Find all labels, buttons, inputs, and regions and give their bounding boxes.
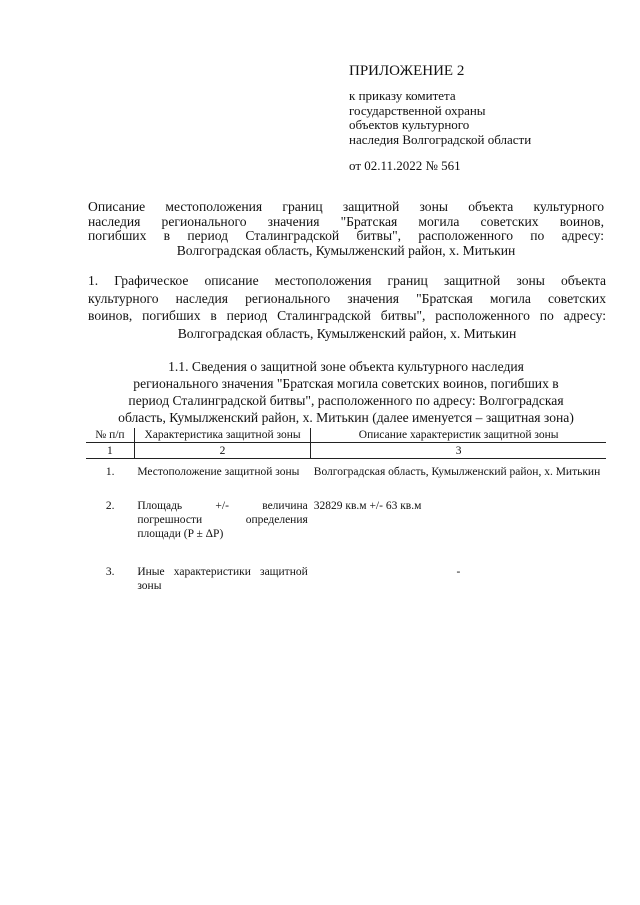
header-cell-number: № п/п	[86, 428, 134, 443]
annex-line: к приказу комитета	[349, 88, 456, 103]
protection-zone-table	[86, 428, 606, 593]
table-row	[86, 541, 606, 593]
annex-line: государственной охраны	[349, 102, 486, 118]
column-number: 2	[134, 443, 310, 459]
annex-line: объектов культурного	[349, 117, 470, 132]
row-characteristic	[134, 479, 310, 541]
subsection-line: область, Кумылженский район, х. Митькин (далее именуется – защитная зона)	[118, 410, 574, 425]
table-column-numbers-row	[86, 443, 606, 459]
row-characteristic-text: Иные характеристики защитной зоны	[137, 566, 308, 592]
section-line: воинов, погибших в период Сталинградской битвы", расположенного по адресу:	[88, 308, 606, 323]
section-line: 1. Графическое описание местоположения границ защитной зоны объекта	[88, 273, 606, 288]
subsection-1-1-title	[86, 358, 606, 426]
section-line: Волгоградская область, Кумылженский район, х. Митькин	[177, 325, 517, 341]
header-cell-description: Описание характеристик защитной зоны	[358, 429, 559, 441]
header-cell-characteristic: Характеристика защитной зоны	[134, 428, 310, 443]
heading-line: Волгоградская область, Кумылженский район, х. Митькин	[176, 242, 516, 258]
heading-line: Описание местоположения границ защитной зоны объекта культурного	[88, 199, 604, 214]
row-characteristic-text: Местоположение защитной зоны	[137, 466, 300, 478]
annex-line: наследия Волгоградской области	[349, 131, 532, 147]
heading-line: погибших в период Сталинградской битвы", расположенного по адресу:	[88, 228, 604, 243]
subsection-line: 1.1. Сведения о защитной зоне объекта культурного наследия	[168, 359, 524, 374]
row-number: 1.	[105, 466, 115, 478]
heading-line: наследия регионального значения "Братская могила советских воинов,	[88, 213, 604, 229]
subsection-line: регионального значения "Братская могила советских воинов, погибших в	[133, 376, 559, 391]
row-characteristic	[134, 459, 310, 480]
row-description: 32829 кв.м +/- 63 кв.м	[313, 500, 422, 512]
annex-date: от 02.11.2022 № 561	[349, 158, 461, 173]
table-row	[86, 479, 606, 541]
row-description: Волгоградская область, Кумылженский район, х. Митькин	[313, 466, 601, 478]
column-number: 3	[311, 443, 606, 459]
table-row	[86, 459, 606, 480]
column-number: 1	[86, 443, 134, 459]
row-description: -	[456, 566, 461, 578]
row-characteristic-text: Площадь +/- величина погрешности определения площади (P ± ΔP)	[137, 500, 308, 540]
annex-block	[349, 62, 619, 173]
subsection-line: период Сталинградской битвы", расположенного по адресу: Волгоградская	[128, 393, 564, 408]
row-characteristic	[134, 541, 310, 593]
annex-title: ПРИЛОЖЕНИЕ 2	[349, 63, 465, 79]
document-heading	[88, 200, 604, 258]
row-number: 3.	[105, 566, 115, 578]
section-line: культурного наследия регионального значения "Братская могила советских	[88, 290, 606, 306]
row-number: 2.	[105, 500, 115, 512]
section-1-title	[88, 272, 606, 342]
table-header-row	[86, 428, 606, 443]
